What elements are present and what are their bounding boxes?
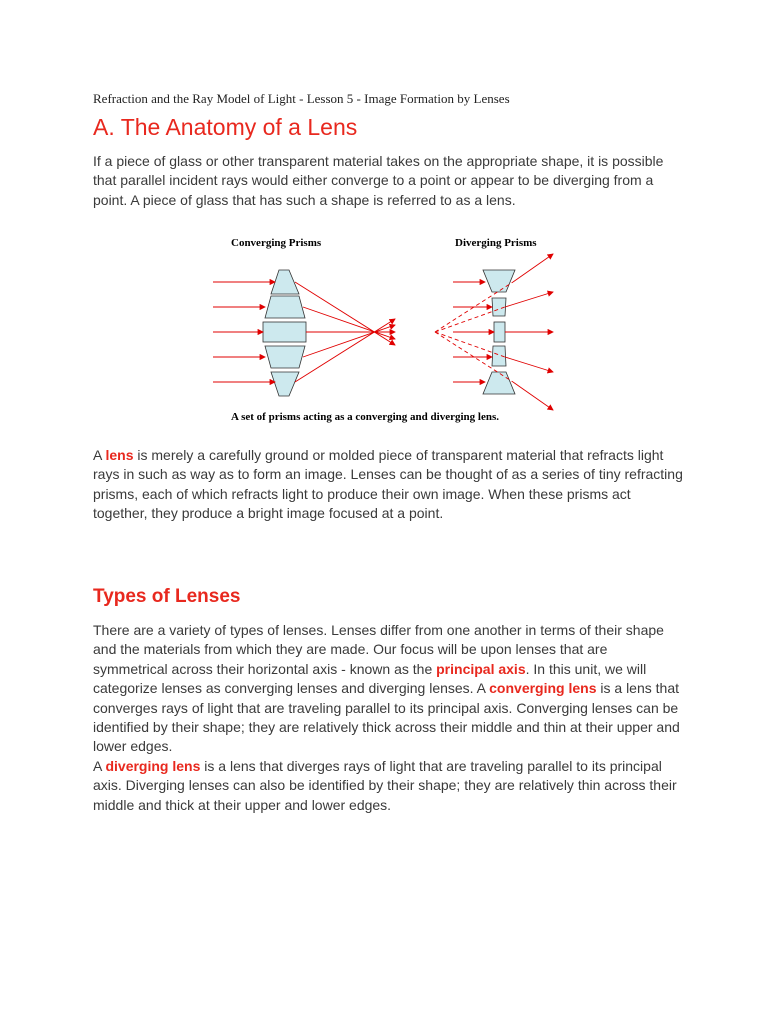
types-of-lenses-heading: Types of Lenses xyxy=(93,586,241,607)
figure-caption: A set of prisms acting as a converging and diverging lens. xyxy=(231,411,499,423)
prism-middle xyxy=(494,322,505,342)
breadcrumb: Refraction and the Ray Model of Light - Lesson 5 - Image Formation by Lenses xyxy=(93,91,510,106)
text-run: A xyxy=(93,447,106,463)
term-lens: lens xyxy=(105,447,134,463)
prism-bottom xyxy=(483,372,515,394)
text-run: is a lens that converges rays of light that are traveling parallel to its principal axis. Converging lenses can be identified by their shape; they are relatively thick across their middle and thin at their upper and lower edges. xyxy=(93,680,680,755)
term-principal-axis: principal axis xyxy=(436,660,526,677)
lens-prisms-figure xyxy=(195,232,565,432)
prism-lower xyxy=(265,346,305,368)
text-run: . In this unit, we will categorize lenses as converging lenses and diverging lenses. A xyxy=(93,660,647,697)
converging-prisms-label: Converging Prisms xyxy=(231,237,322,249)
text-run: There are a variety of types of lenses. Lenses differ from one another in terms of their shape and the materials from which they are made. Our focus will be upon lenses that are symmetrical across their horizontal axis - known as the xyxy=(93,622,664,677)
term-diverging-lens: diverging lens xyxy=(105,757,201,774)
converging-lens xyxy=(263,270,306,396)
diverging-prisms-label: Diverging Prisms xyxy=(455,237,537,249)
lens-definition-paragraph xyxy=(93,446,683,524)
prism-middle xyxy=(263,322,306,342)
prism-upper xyxy=(265,296,305,318)
text-run: is a lens that diverges rays of light that are traveling parallel to its principal axis. Diverging lenses can also be identified by their shape; they are relatively thin across their middle and thick at their upper and lower edges. xyxy=(93,757,677,813)
text-run: is merely a carefully ground or molded piece of transparent material that refracts light rays in such as way as to form an image. Lenses can be thought of as a series of tiny refracting prisms, each of which refracts light to produce their own image. When these prisms act together, they produce a bright image focused at a point. xyxy=(93,447,683,522)
prism-bottom xyxy=(271,372,299,396)
term-converging-lens: converging lens xyxy=(489,680,597,697)
prism-top xyxy=(483,270,515,292)
prism-lower xyxy=(492,346,506,366)
section-title: A. The Anatomy of a Lens xyxy=(93,114,358,140)
types-paragraph xyxy=(93,621,683,815)
text-run: A xyxy=(93,757,106,774)
intro-paragraph: If a piece of glass or other transparent material takes on the appropriate shape, it is possible that parallel incident rays would either converge to a point or appear to be diverging from a point. A piece of glass that has such a shape is referred to as a lens. xyxy=(93,153,664,208)
prism-top xyxy=(271,270,299,294)
